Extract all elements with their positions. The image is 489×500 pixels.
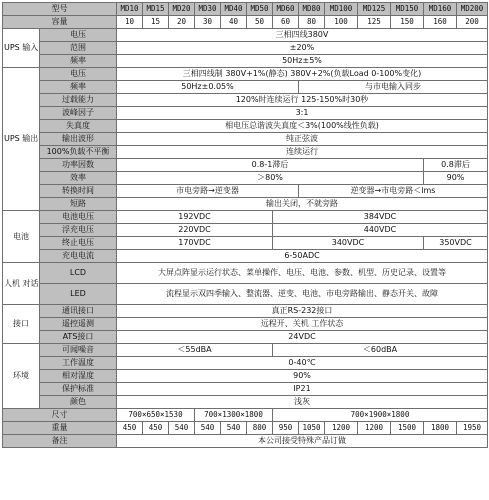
noise-label: 可闻噪音	[40, 344, 117, 357]
temperature-value: 0-40℃	[117, 357, 488, 370]
model-cell: MD60	[273, 3, 299, 16]
capacity-cell: 125	[358, 16, 391, 29]
model-cell: MD50	[247, 3, 273, 16]
led-label: LED	[40, 284, 117, 305]
power-factor-label: 功率因数	[40, 159, 117, 172]
transfer-label: 转换时间	[40, 185, 117, 198]
crest-value: 3:1	[117, 107, 488, 120]
protection-row	[3, 383, 488, 396]
humidity-row	[3, 370, 488, 383]
overload-row	[3, 94, 488, 107]
float-label: 浮充电压	[40, 224, 117, 237]
capacity-cell: 60	[273, 16, 299, 29]
input-range-value: ±20%	[117, 42, 488, 55]
comm-label: 通讯接口	[40, 305, 117, 318]
temperature-label: 工作温度	[40, 357, 117, 370]
capacity-cell: 40	[221, 16, 247, 29]
noise-row	[3, 344, 488, 357]
size-value-a: 700×650×1530	[117, 409, 195, 422]
float-value-a: 220VDC	[117, 224, 273, 237]
weight-cell: 1050	[299, 422, 325, 435]
capacity-cell: 20	[169, 16, 195, 29]
environment-group-label: 环境	[3, 344, 40, 409]
model-cell: MD100	[325, 3, 358, 16]
size-label: 尺寸	[3, 409, 117, 422]
model-cell: MD40	[221, 3, 247, 16]
capacity-cell: 200	[457, 16, 488, 29]
size-value-c: 700×1900×1800	[273, 409, 488, 422]
capacity-cell: 15	[143, 16, 169, 29]
remote-label: 遥控遥测	[40, 318, 117, 331]
distortion-row	[3, 120, 488, 133]
short-label: 短路	[40, 198, 117, 211]
remark-row	[3, 435, 488, 448]
output-frequency-row	[3, 81, 488, 94]
capacity-cell: 80	[299, 16, 325, 29]
protection-label: 保护标准	[40, 383, 117, 396]
waveform-label: 输出波形	[40, 133, 117, 146]
remote-value: 远程开、关机 工作状态	[117, 318, 488, 331]
noise-value-a: ＜55dBA	[117, 344, 273, 357]
output-frequency-label: 频率	[40, 81, 117, 94]
distortion-value: 相电压总谐波失真度＜3%(100%线性负载)	[117, 120, 488, 133]
model-cell: MD80	[299, 3, 325, 16]
temperature-row	[3, 357, 488, 370]
power-factor-value-b: 0.8滞后	[424, 159, 488, 172]
lcd-row	[3, 263, 488, 284]
weight-cell: 800	[247, 422, 273, 435]
color-value: 浅灰	[117, 396, 488, 409]
model-label: 型号	[3, 3, 117, 16]
float-row	[3, 224, 488, 237]
input-frequency-value: 50Hz±5%	[117, 55, 488, 68]
float-value-b: 440VDC	[273, 224, 488, 237]
model-row	[3, 3, 488, 16]
battery-voltage-label: 电池电压	[40, 211, 117, 224]
ats-row	[3, 331, 488, 344]
spec-table	[2, 2, 488, 448]
weight-cell: 1200	[325, 422, 358, 435]
protection-value: IP21	[117, 383, 488, 396]
ats-label: ATS接口	[40, 331, 117, 344]
short-value: 输出关闭，不就旁路	[117, 198, 488, 211]
output-voltage-value: 三相四线制 380V+1%(静态) 380V+2%(负载Load 0-100%变化)	[117, 68, 488, 81]
battery-voltage-row	[3, 211, 488, 224]
model-cell: MD10	[117, 3, 143, 16]
size-row	[3, 409, 488, 422]
efficiency-row	[3, 172, 488, 185]
crest-label: 波峰因子	[40, 107, 117, 120]
input-range-row	[3, 42, 488, 55]
end-voltage-row	[3, 237, 488, 250]
model-cell: MD150	[391, 3, 424, 16]
remote-row	[3, 318, 488, 331]
battery-group-label: 电池	[3, 211, 40, 263]
weight-cell: 450	[143, 422, 169, 435]
unbalance-value: 连续运行	[117, 146, 488, 159]
output-frequency-value-a: 50Hz±0.05%	[117, 81, 299, 94]
comm-row	[3, 305, 488, 318]
interface-group-label: 接口	[3, 305, 40, 344]
input-voltage-row	[3, 29, 488, 42]
model-cell: MD200	[457, 3, 488, 16]
crest-row	[3, 107, 488, 120]
color-label: 颜色	[40, 396, 117, 409]
end-voltage-value-c: 350VDC	[424, 237, 488, 250]
weight-cell: 1950	[457, 422, 488, 435]
charge-row	[3, 250, 488, 263]
weight-cell: 1800	[424, 422, 457, 435]
power-factor-row	[3, 159, 488, 172]
humidity-label: 相对湿度	[40, 370, 117, 383]
weight-label: 重量	[3, 422, 117, 435]
weight-cell: 540	[221, 422, 247, 435]
lcd-value: 大屏点阵显示运行状态、菜单操作、电压、电池、参数、机型、历史记录、设置等	[117, 263, 488, 284]
model-cell: MD30	[195, 3, 221, 16]
transfer-value-b: 逆变器→市电旁路＜lms	[299, 185, 488, 198]
weight-cell: 540	[195, 422, 221, 435]
ats-value: 24VDC	[117, 331, 488, 344]
battery-voltage-value-a: 192VDC	[117, 211, 273, 224]
transfer-value-a: 市电旁路→逆变器	[117, 185, 299, 198]
input-frequency-row	[3, 55, 488, 68]
weight-row	[3, 422, 488, 435]
output-group-label: UPS 输出	[3, 68, 40, 211]
weight-cell: 450	[117, 422, 143, 435]
weight-cell: 540	[169, 422, 195, 435]
color-row	[3, 396, 488, 409]
efficiency-label: 效率	[40, 172, 117, 185]
short-row	[3, 198, 488, 211]
input-voltage-value: 三相四线380V	[117, 29, 488, 42]
led-row	[3, 284, 488, 305]
lcd-label: LCD	[40, 263, 117, 284]
capacity-label: 容量	[3, 16, 117, 29]
distortion-label: 失真度	[40, 120, 117, 133]
transfer-row	[3, 185, 488, 198]
weight-cell: 950	[273, 422, 299, 435]
unbalance-label: 100%负载不平衡	[40, 146, 117, 159]
capacity-cell: 160	[424, 16, 457, 29]
input-group-label: UPS 输入	[3, 29, 40, 68]
model-cell: MD160	[424, 3, 457, 16]
comm-value: 真正RS-232接口	[117, 305, 488, 318]
battery-voltage-value-b: 384VDC	[273, 211, 488, 224]
model-cell: MD15	[143, 3, 169, 16]
size-value-b: 700×1300×1800	[195, 409, 273, 422]
capacity-cell: 100	[325, 16, 358, 29]
spec-sheet	[2, 2, 487, 498]
led-value: 流程显示双四季输入、整流器、逆变、电池、市电旁路输出、静态开关、故障	[117, 284, 488, 305]
capacity-cell: 30	[195, 16, 221, 29]
output-voltage-label: 电压	[40, 68, 117, 81]
input-voltage-label: 电压	[40, 29, 117, 42]
waveform-value: 纯正弦波	[117, 133, 488, 146]
capacity-cell: 10	[117, 16, 143, 29]
waveform-row	[3, 133, 488, 146]
capacity-cell: 50	[247, 16, 273, 29]
weight-cell: 1200	[358, 422, 391, 435]
efficiency-value-a: ＞80%	[117, 172, 424, 185]
model-cell: MD125	[358, 3, 391, 16]
hmi-group-label: 人机 对话	[3, 263, 40, 305]
input-range-label: 范围	[40, 42, 117, 55]
end-voltage-value-a: 170VDC	[117, 237, 273, 250]
remark-value: 本公司接受特殊产品订做	[117, 435, 488, 448]
noise-value-b: ＜60dBA	[273, 344, 488, 357]
end-voltage-label: 终止电压	[40, 237, 117, 250]
output-frequency-value-b: 与市电输入同步	[299, 81, 488, 94]
input-frequency-label: 频率	[40, 55, 117, 68]
capacity-row	[3, 16, 488, 29]
model-cell: MD20	[169, 3, 195, 16]
efficiency-value-b: 90%	[424, 172, 488, 185]
end-voltage-value-b: 340VDC	[273, 237, 424, 250]
output-voltage-row	[3, 68, 488, 81]
humidity-value: 90%	[117, 370, 488, 383]
capacity-cell: 150	[391, 16, 424, 29]
overload-label: 过载能力	[40, 94, 117, 107]
power-factor-value-a: 0.8-1滞后	[117, 159, 424, 172]
weight-cell: 1500	[391, 422, 424, 435]
unbalance-row	[3, 146, 488, 159]
charge-value: 6-50ADC	[117, 250, 488, 263]
remark-label: 备注	[3, 435, 117, 448]
charge-label: 充电电流	[40, 250, 117, 263]
overload-value: 120%时连续运行 125-150%时30秒	[117, 94, 488, 107]
